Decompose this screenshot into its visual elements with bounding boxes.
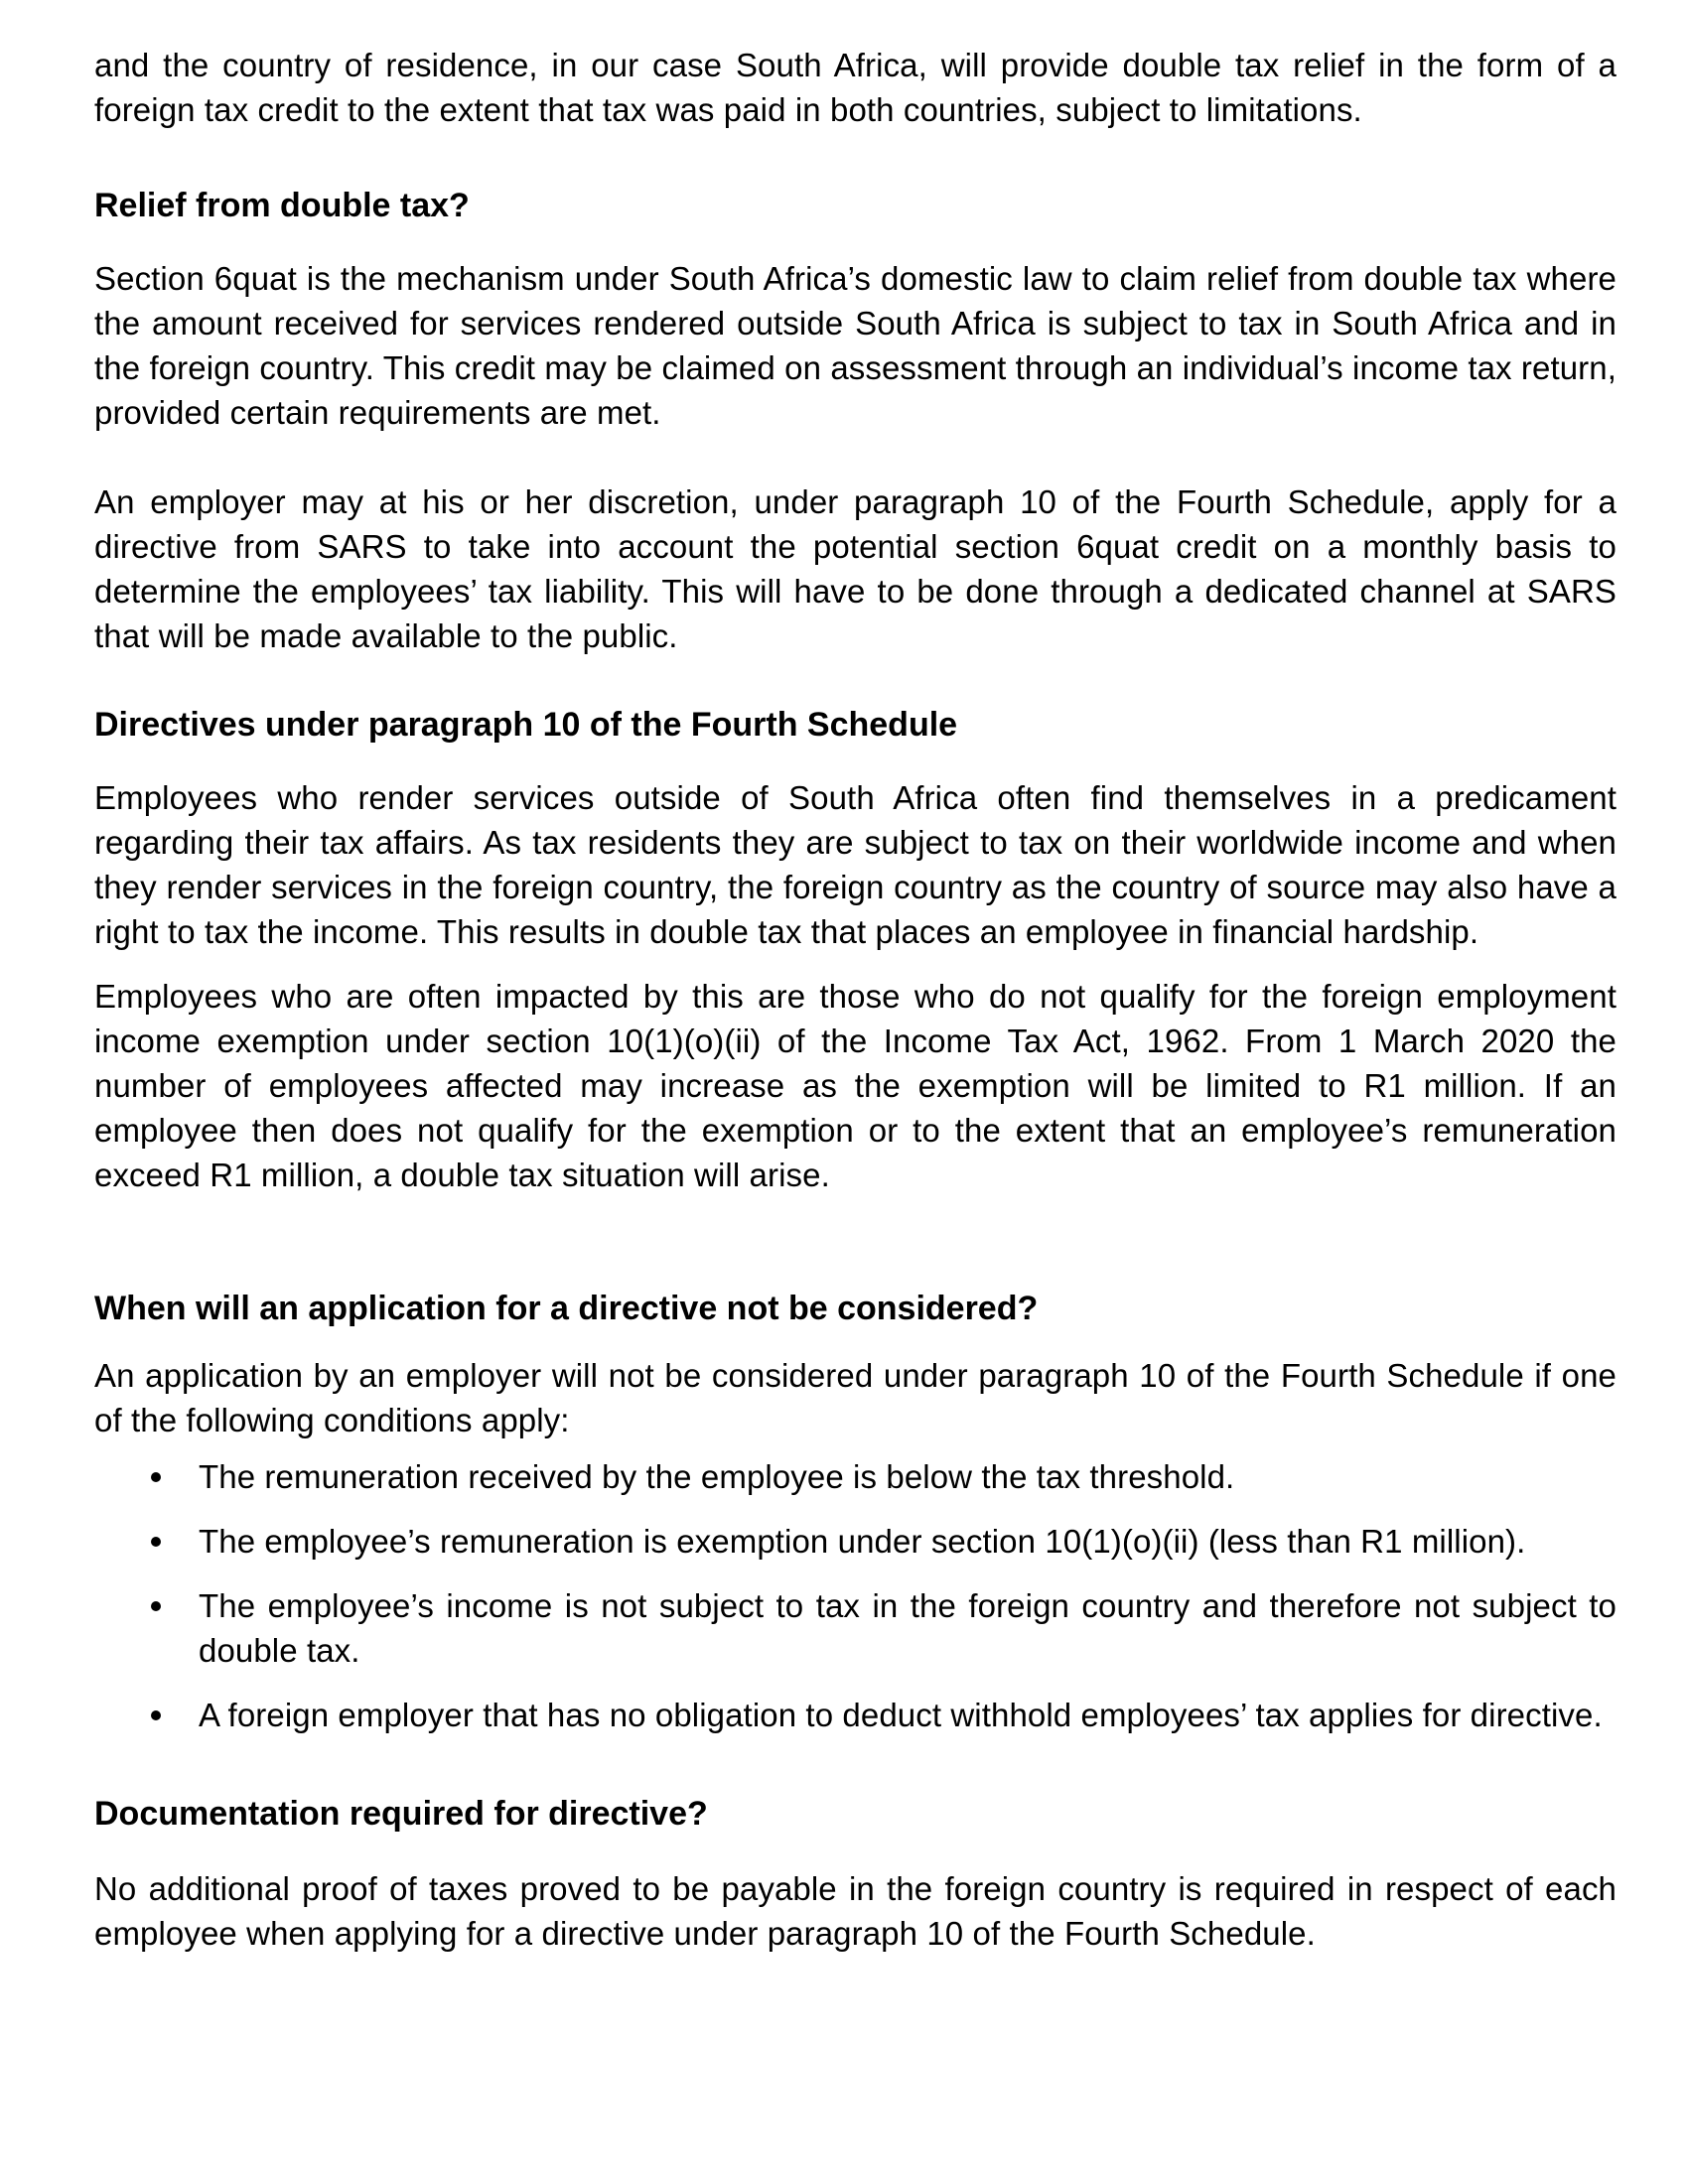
- list-item: [94, 1583, 1617, 1673]
- bullet-icon: [151, 1601, 161, 1611]
- relief-paragraph-2: An employer may at his or her discretion, under paragraph 10 of the Fourth Schedule, apply for a directive from SARS to take into account the potential section 6quat credit on a monthly basis to determine the employees’ tax liability. This will have to be done through a dedicated channel at SARS that will be made available to the public.: [94, 483, 1617, 654]
- bullet-text: The employee’s income is not subject to tax in the foreign country and therefore not subject to double tax.: [199, 1587, 1617, 1669]
- section-heading-relief: Relief from double tax?: [94, 187, 470, 224]
- list-item: [94, 1454, 1617, 1499]
- list-item: [94, 1693, 1617, 1737]
- relief-paragraph-1: Section 6quat is the mechanism under South Africa’s domestic law to claim relief from double tax where the amount received for services rendered outside South Africa is subject to tax in South Africa and in the foreign country. This credit may be claimed on assessment through an individual’s income tax return, provided certain requirements are met.: [94, 260, 1617, 431]
- bullet-icon: [151, 1537, 161, 1547]
- directives-paragraph-2: Employees who are often impacted by this are those who do not qualify for the foreign employment income exemption under section 10(1)(o)(ii) of the Income Tax Act, 1962. From 1 March 2020 the number of employees affected may increase as the exemption will be limited to R1 million. If an employee then does not qualify for the exemption or to the extent that an employee’s remuneration exceed R1 million, a double tax situation will arise.: [94, 978, 1617, 1193]
- directives-paragraph-1: Employees who render services outside of South Africa often find themselves in a predicament regarding their tax affairs. As tax residents they are subject to tax on their worldwide income and when they render services in the foreign country, the foreign country as the country of source may also have a right to tax the income. This results in double tax that places an employee in financial hardship.: [94, 779, 1617, 950]
- bullet-text: The remuneration received by the employee is below the tax threshold.: [199, 1458, 1235, 1495]
- bullet-text: The employee’s remuneration is exemption under section 10(1)(o)(ii) (less than R1 million).: [199, 1523, 1526, 1560]
- section-heading-application: When will an application for a directive not be considered?: [94, 1290, 1039, 1327]
- section-heading-directives: Directives under paragraph 10 of the Fourth Schedule: [94, 706, 958, 744]
- application-intro-paragraph: An application by an employer will not be considered under paragraph 10 of the Fourth Schedule if one of the following conditions apply:: [94, 1357, 1617, 1438]
- conditions-list: [94, 1454, 1617, 1737]
- list-item: [94, 1519, 1617, 1564]
- bullet-text: A foreign employer that has no obligation to deduct withhold employees’ tax applies for directive.: [199, 1697, 1603, 1733]
- section-heading-documentation: Documentation required for directive?: [94, 1795, 708, 1833]
- intro-paragraph: and the country of residence, in our case South Africa, will provide double tax relief in the form of a foreign tax credit to the extent that tax was paid in both countries, subject to limitations.: [94, 47, 1617, 128]
- bullet-icon: [151, 1472, 161, 1482]
- bullet-icon: [151, 1710, 161, 1720]
- documentation-paragraph: No additional proof of taxes proved to be payable in the foreign country is required in respect of each employee when applying for a directive under paragraph 10 of the Fourth Schedule.: [94, 1870, 1617, 1952]
